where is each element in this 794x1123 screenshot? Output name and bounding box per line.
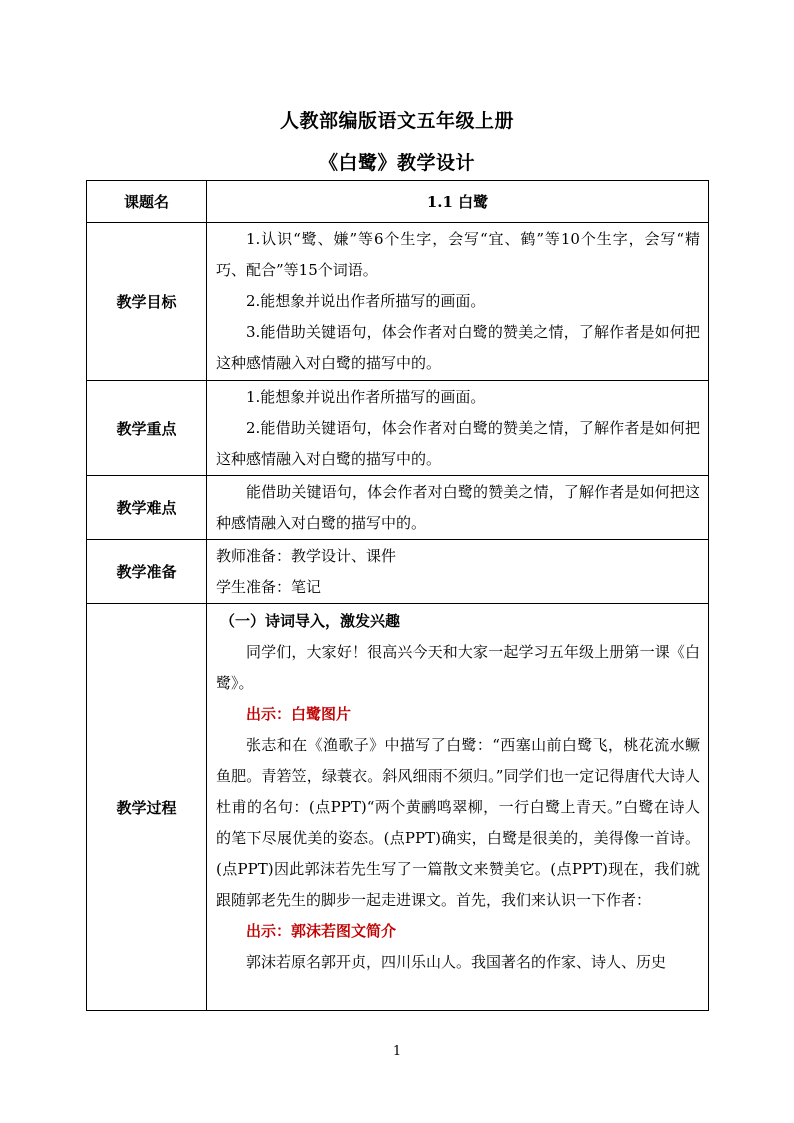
page-number: 1 — [392, 1044, 402, 1059]
row-difficulty — [87, 476, 709, 540]
process-content — [207, 604, 709, 1011]
process-show-label: 出示：郭沫若图文简介 — [246, 922, 397, 940]
difficulty-content — [207, 476, 709, 540]
prep-student: 学生准备：笔记 — [216, 577, 322, 596]
lesson-plan-table — [86, 180, 709, 1011]
label-key-points: 教学重点 — [87, 381, 207, 476]
value-lesson: 1.1 白鹭 — [207, 181, 709, 223]
label-lesson: 课题名 — [87, 181, 207, 223]
document-title: 人教部编版语文五年级上册 — [279, 110, 514, 132]
row-prep — [87, 540, 709, 604]
prep-content — [207, 540, 709, 604]
goal-item: 1.认识“鹭、嫌”等6个生字，会写“宜、鹤”等10个生字，会写“精巧、配合”等15个词语。 — [216, 230, 700, 279]
goal-item: 3.能借助关键语句，体会作者对白鹭的赞美之情，了解作者是如何把这种感情融入对白鹭的描写中的。 — [216, 323, 700, 372]
document-subtitle: 《白鹭》教学设计 — [318, 152, 475, 174]
prep-teacher: 教师准备：教学设计、课件 — [216, 546, 397, 565]
label-goals: 教学目标 — [87, 223, 207, 381]
goals-content — [207, 223, 709, 381]
process-paragraph: 郭沫若原名郭开贞，四川乐山人。我国著名的作家、诗人、历史 — [246, 953, 667, 971]
label-prep: 教学准备 — [87, 540, 207, 604]
process-paragraph: 张志和在《渔歌子》中描写了白鹭：“西塞山前白鹭飞，桃花流水鳜鱼肥。青箬笠，绿蓑衣。斜风细雨不须归。”同学们也一定记得唐代大诗人杜甫的名句：(点PPT)“两个黄鹂鸣翠柳，一行白鹭上青天。”白鹭在诗人的笔下尽展优美的姿态。(点PPT)确实，白鹭是很美的，美得像一首诗。(点PPT)因此郭沫若先生写了一篇散文来赞美它。(点PPT)现在，我们就跟随郭老先生的脚步一起走进课文。首先，我们来认识一下作者： — [216, 736, 700, 909]
goal-item: 2.能想象并说出作者所描写的画面。 — [246, 292, 486, 310]
row-lesson — [87, 181, 709, 223]
row-process — [87, 604, 709, 1011]
key-point-item: 2.能借助关键语句，体会作者对白鹭的赞美之情，了解作者是如何把这种感情融入对白鹭的描写中的。 — [216, 418, 700, 468]
key-points-content — [207, 381, 709, 476]
process-heading: （一）诗词导入，激发兴趣 — [220, 612, 401, 630]
row-key-points — [87, 381, 709, 476]
row-goals — [87, 223, 709, 381]
key-point-item: 1.能想象并说出作者所描写的画面。 — [246, 387, 486, 406]
difficulty-text: 能借助关键语句，体会作者对白鹭的赞美之情，了解作者是如何把这种感情融入对白鹭的描写中的。 — [216, 482, 700, 532]
process-show-label: 出示：白鹭图片 — [246, 705, 352, 723]
process-paragraph: 同学们，大家好！很高兴今天和大家一起学习五年级上册第一课《白鹭》。 — [216, 643, 700, 692]
label-difficulty: 教学难点 — [87, 476, 207, 540]
label-process: 教学过程 — [87, 604, 207, 1011]
